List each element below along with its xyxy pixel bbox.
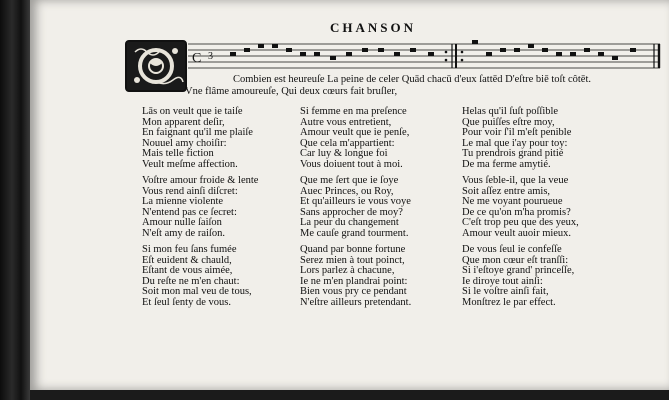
verse-line: Le mal que i'ay pour toy: bbox=[462, 137, 568, 149]
verse-line: Si i'eſtoye grand' princeſſe, bbox=[462, 265, 575, 276]
verse-line: Lās on veult que ie taiſe bbox=[142, 106, 243, 117]
stanza-6 bbox=[300, 245, 411, 308]
verse-line: Vous doiuent tout à moi. bbox=[300, 158, 403, 170]
stanza-2 bbox=[142, 176, 258, 239]
verse-line: Soit mon mal veu de tous, bbox=[142, 286, 252, 297]
verse-line: Mais telle fiction bbox=[142, 148, 214, 159]
verse-line: Amour veult auoir mieux. bbox=[462, 227, 572, 239]
music-staff bbox=[188, 38, 668, 74]
book-page bbox=[30, 0, 669, 390]
verse-line: Que cela m'appartient: bbox=[300, 137, 395, 149]
verse-line: Que me ſert que ie ſoye bbox=[300, 175, 399, 186]
verse-line: De ce qu'on m'ha promis? bbox=[462, 206, 571, 218]
verse-line: N'entend pas ce ſecret: bbox=[142, 206, 237, 218]
verse-line: C'eſt trop peu que des yeux, bbox=[462, 217, 579, 228]
svg-text:3: 3 bbox=[208, 51, 213, 62]
verse-line: Bien vous pry ce pendant bbox=[300, 286, 407, 297]
verse-line: Et qu'ailleurs ie vous voye bbox=[300, 196, 411, 207]
verse-line: Eſt euident & chauld, bbox=[142, 254, 232, 266]
verse-line: Monſtrez le par effect. bbox=[462, 296, 556, 308]
verse-line: Amour nulle ſaiſon bbox=[142, 217, 222, 228]
verse-line: Eſtant de vous aimée, bbox=[142, 265, 233, 276]
verse-line: Mon apparent deſir, bbox=[142, 116, 225, 128]
verse-line: Nouuel amy choiſir: bbox=[142, 137, 227, 149]
verse-line: Tu prendrois grand pitié bbox=[462, 148, 564, 159]
verse-line: Car luy & longue foi bbox=[300, 148, 388, 159]
verse-line: Lors parlez à chacune, bbox=[300, 265, 395, 276]
verse-line: Vous ſeble-il, que la veue bbox=[462, 175, 569, 186]
verse-line: N'eſtre ailleurs pretendant. bbox=[300, 296, 412, 308]
verse-line: La peur du changement bbox=[300, 217, 399, 228]
verse-line: Que mon cœur eſt tranſſi: bbox=[462, 254, 569, 266]
decorated-initial-icon bbox=[125, 40, 187, 92]
verse-line: Autre vous entretient, bbox=[300, 116, 392, 128]
stanza-4 bbox=[300, 107, 409, 170]
verse-line: Ie ne m'en plandrai point: bbox=[300, 275, 408, 287]
verse-line: Veult meſme affection. bbox=[142, 158, 238, 170]
verse-line: Soit aſſez entre amis, bbox=[462, 185, 551, 197]
verse-line: N'eſt amy de raiſon. bbox=[142, 227, 225, 239]
verse-line: De vous ſeul ie confeſſe bbox=[462, 244, 562, 255]
verse-line: Helas qu'il ſuſt poſſible bbox=[462, 106, 559, 117]
stanza-8 bbox=[462, 176, 579, 239]
verse-line: Auec Princes, ou Roy, bbox=[300, 185, 394, 197]
verse-line: Serez mien à tout poinct, bbox=[300, 254, 405, 266]
stanza-1 bbox=[142, 107, 253, 170]
stanza-7 bbox=[462, 107, 571, 170]
book-gutter bbox=[0, 0, 30, 400]
verse-line: En faignant qu'il me plaiſe bbox=[142, 127, 253, 138]
verse-line: Si femme en ma preſence bbox=[300, 106, 407, 117]
svg-text:C: C bbox=[192, 51, 202, 66]
music-lyric-line-2: Vne flâme amoureuſe, Qui deux cœurs fait bruſler, bbox=[185, 86, 398, 97]
stanza-9 bbox=[462, 245, 574, 308]
stanza-5 bbox=[300, 176, 411, 239]
verse-line: La mienne violente bbox=[142, 196, 224, 207]
verse-line: Ne me voyant pourueue bbox=[462, 196, 563, 207]
verse-line: Amour veult que ie penſe, bbox=[300, 127, 410, 138]
page-title: CHANSON bbox=[330, 20, 417, 35]
verse-line: Pour voir ſ'il m'eſt penible bbox=[462, 127, 572, 138]
verse-line: Vous rend ainſi diſcret: bbox=[142, 185, 238, 197]
verse-line: Quand par bonne fortune bbox=[300, 244, 406, 255]
music-lyric-line-1: Combien est heureuſe La peine de celer Quād chacū d'eux ſattēd D'eſtre biē toſt côtēt. bbox=[233, 74, 592, 85]
stanza-3 bbox=[142, 245, 252, 308]
verse-line: Ie diroye tout ainſi: bbox=[462, 275, 543, 287]
verse-line: De ma ferme amytié. bbox=[462, 158, 551, 170]
verse-line: Voſtre amour froide & lente bbox=[142, 175, 259, 186]
verse-line: Que puiſſes eſtre moy, bbox=[462, 116, 555, 128]
verse-line: Si le voſtre ainſi fait, bbox=[462, 286, 549, 297]
verse-line: Du reſte ne m'en chaut: bbox=[142, 275, 240, 287]
verse-line: Me cauſe grand tourment. bbox=[300, 227, 409, 239]
verse-line: Sans approcher de moy? bbox=[300, 206, 403, 218]
verse-line: Si mon feu ſans fumée bbox=[142, 244, 237, 255]
verse-line: Et ſeul ſenty de vous. bbox=[142, 296, 231, 308]
